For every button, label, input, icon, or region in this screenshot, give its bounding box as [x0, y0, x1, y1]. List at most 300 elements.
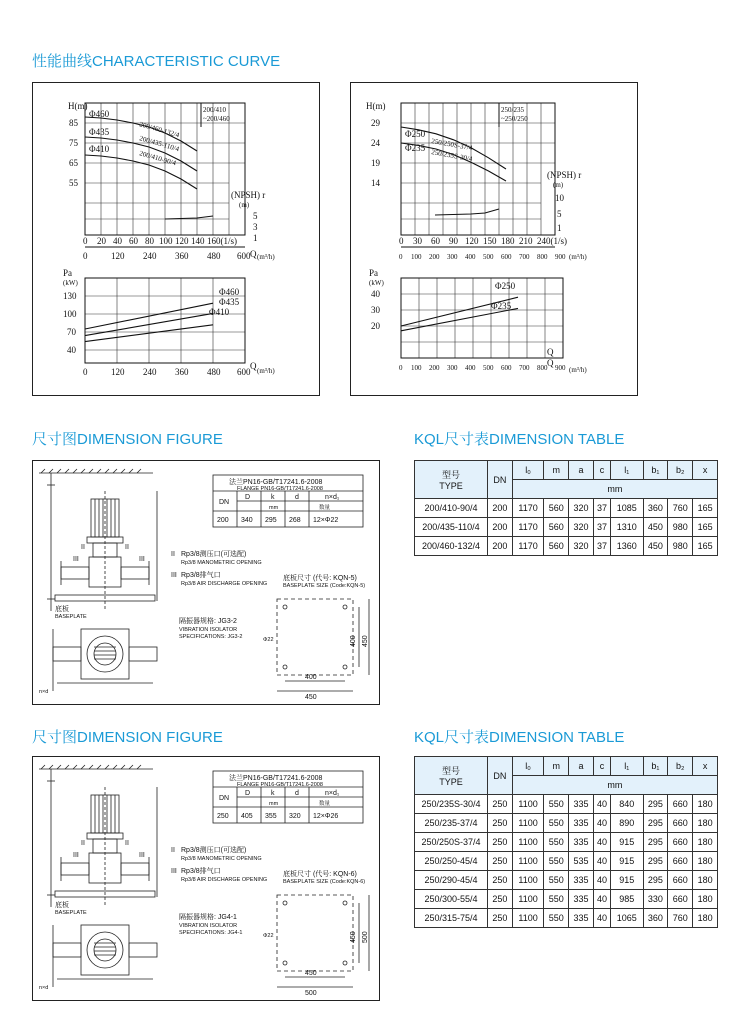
m3h-tick: 100	[411, 253, 422, 261]
power-series-label: Φ435	[219, 297, 240, 307]
mark-label: III	[139, 852, 145, 859]
value-cell: 360	[643, 909, 668, 928]
value-cell: 335	[569, 890, 594, 909]
flange-col: k	[271, 494, 275, 501]
power-ytick: 70	[67, 327, 76, 337]
value-cell: 165	[693, 537, 718, 556]
table-row	[415, 909, 718, 928]
type-cell: 250/235S-30/4	[415, 795, 488, 814]
type-cell: 250/300-55/4	[415, 890, 488, 909]
col-header: l₀	[512, 461, 544, 480]
series-label: 200/460-132/4	[138, 120, 181, 140]
characteristic-curve-title: 性能曲线CHARACTERISTIC CURVE	[32, 53, 281, 70]
baseplate-size-cn: 底板尺寸 (代号: KQN-5)	[283, 575, 357, 582]
table-row	[415, 852, 718, 871]
value-cell: 37	[593, 499, 610, 518]
flange-col: n×d₁	[325, 494, 340, 501]
diameter-label: Φ460	[89, 109, 110, 119]
value-cell: 550	[544, 833, 569, 852]
table-row	[415, 499, 718, 518]
dim-value: 500	[362, 931, 369, 943]
value-cell: 250	[488, 909, 513, 928]
value-cell: 550	[544, 871, 569, 890]
hole-label: Φ22	[263, 933, 274, 939]
range-label: ~200/460	[203, 115, 230, 123]
npsh-curve	[165, 216, 213, 219]
m3h-tick: 480	[207, 367, 221, 377]
m3h-tick: 700	[519, 253, 530, 261]
q-tick: 210	[519, 236, 533, 246]
value-cell: 660	[668, 890, 693, 909]
m3h-tick: 900	[555, 253, 566, 261]
mark-label: II	[125, 544, 129, 551]
value-cell: 360	[643, 499, 668, 518]
power-ytick: 30	[371, 305, 380, 315]
npsh-tick: 1	[557, 223, 562, 233]
dim-value: 450	[305, 970, 317, 977]
value-cell: 40	[593, 833, 610, 852]
mark-label: III	[73, 852, 79, 859]
mark-label: III	[73, 556, 79, 563]
q-tick: 30	[413, 236, 422, 246]
note-mark: II	[171, 847, 175, 854]
q-tick: 120	[175, 236, 189, 246]
m3h-tick: 800	[537, 364, 548, 372]
value-cell: 1170	[512, 518, 544, 537]
q-unit: (m³/h)	[569, 366, 587, 374]
value-cell: 550	[544, 795, 569, 814]
baseplate-size-en: BASEPLATE SIZE (Code:KQN-5)	[283, 583, 366, 589]
flange-value: 355	[265, 813, 277, 820]
isolator-en-2: SPECIFICATIONS: JG3-2	[179, 634, 243, 640]
head-grid-2	[401, 103, 555, 235]
value-cell: 295	[643, 833, 668, 852]
npsh-tick: 1	[253, 233, 258, 243]
dimension-table-title-2: KQL尺寸表DIMENSION TABLE	[414, 729, 625, 746]
q-tick: 90	[449, 236, 458, 246]
m3h-tick: 240	[143, 367, 157, 377]
range-label: 250/235	[501, 106, 524, 114]
note-mark: II	[171, 551, 175, 558]
type-cell: 250/250S-37/4	[415, 833, 488, 852]
top-view-shape	[81, 629, 129, 679]
note-air-cn: Rp3/8排气口	[181, 868, 221, 875]
isolator-cn: 隔振器规格: JG4-1	[179, 914, 237, 921]
series-label: 250/235S-30/4	[430, 148, 474, 164]
m3h-tick: 900	[555, 364, 566, 372]
q-unit: (m³/h)	[257, 253, 275, 261]
note-manometric-cn: Rp3/8测压口(可选配)	[181, 551, 247, 558]
col-header: x	[693, 461, 718, 480]
value-cell: 1100	[512, 814, 544, 833]
flange-value: 295	[265, 517, 277, 524]
q-unit: (m³/h)	[569, 253, 587, 261]
flange-col: d	[295, 494, 299, 501]
col-header: a	[569, 461, 594, 480]
value-cell: 250	[488, 814, 513, 833]
npsh-tick: 5	[253, 211, 258, 221]
npsh-tick: 3	[253, 222, 258, 232]
flange-value: 12×Φ22	[313, 517, 339, 524]
table-row	[415, 814, 718, 833]
m3h-tick: 200	[429, 253, 440, 261]
power-ytick: 100	[63, 309, 77, 319]
power-ytick: 40	[67, 345, 76, 355]
value-cell: 535	[569, 852, 594, 871]
m3h-tick: 480	[207, 251, 221, 261]
power-ylabel-1: Pa	[63, 268, 72, 278]
type-cell: 200/410-90/4	[415, 499, 488, 518]
value-cell: 320	[569, 537, 594, 556]
head-ytick: 24	[371, 138, 380, 148]
head-ytick: 85	[69, 118, 78, 128]
flange-value: 405	[241, 813, 253, 820]
m3h-tick: 120	[111, 251, 125, 261]
q-label: Q	[547, 347, 554, 357]
value-cell: 200	[488, 518, 513, 537]
m3h-tick: 0	[83, 251, 88, 261]
mark-label: II	[81, 544, 85, 551]
power-series-label: Φ235	[491, 301, 512, 311]
value-cell: 180	[693, 871, 718, 890]
series-label: 200/410-90/4	[138, 149, 177, 168]
power-yunit-2: (kW)	[369, 279, 384, 287]
diameter-label: Φ410	[89, 144, 110, 154]
npsh-unit: (m)	[239, 201, 250, 209]
value-cell: 1100	[512, 890, 544, 909]
value-cell: 320	[569, 499, 594, 518]
value-cell: 335	[569, 795, 594, 814]
value-cell: 915	[610, 871, 643, 890]
npsh-label: (NPSH) r	[547, 170, 582, 180]
m3h-tick: 600	[237, 251, 251, 261]
value-cell: 760	[668, 499, 693, 518]
value-cell: 550	[544, 909, 569, 928]
q-tick: 100	[159, 236, 173, 246]
value-cell: 890	[610, 814, 643, 833]
npsh-tick: 5	[557, 209, 562, 219]
value-cell: 335	[569, 909, 594, 928]
head-ytick: 55	[69, 178, 78, 188]
head-ytick: 65	[69, 158, 78, 168]
isolator-en-2: SPECIFICATIONS: JG4-1	[179, 930, 243, 936]
head-ytick: 29	[371, 118, 380, 128]
dn-header: DN	[488, 757, 513, 795]
value-cell: 560	[544, 537, 569, 556]
value-cell: 40	[593, 909, 610, 928]
type-cell: 250/250-45/4	[415, 852, 488, 871]
dimension-figure-title-2: 尺寸图DIMENSION FIGURE	[32, 729, 223, 746]
value-cell: 295	[643, 814, 668, 833]
isolator-cn: 隔振器规格: JG3-2	[179, 618, 237, 625]
value-cell: 1100	[512, 871, 544, 890]
npsh-label: (NPSH) r	[231, 190, 266, 200]
type-cell: 250/235-37/4	[415, 814, 488, 833]
value-cell: 335	[569, 833, 594, 852]
value-cell: 450	[643, 537, 668, 556]
note-manometric-en: Rp3/8 MANOMETRIC OPENING	[181, 560, 262, 566]
dim-value: 450	[350, 931, 357, 943]
value-cell: 450	[643, 518, 668, 537]
q-label: Q	[547, 358, 554, 368]
note-air-en: Rp3/8 AIR DISCHARGE OPENING	[181, 877, 268, 883]
value-cell: 295	[643, 852, 668, 871]
dimension-table-2	[414, 756, 718, 928]
m3h-tick: 600	[501, 364, 512, 372]
value-cell: 660	[668, 871, 693, 890]
base-label-en: BASEPLATE	[55, 614, 87, 620]
q-tick: 0	[83, 236, 88, 246]
note-air-cn: Rp3/8排气口	[181, 572, 221, 579]
value-cell: 180	[693, 833, 718, 852]
power-ytick: 130	[63, 291, 77, 301]
value-cell: 295	[643, 795, 668, 814]
value-cell: 660	[668, 852, 693, 871]
flange-col: DN	[219, 499, 230, 506]
dimension-table-title-1: KQL尺寸表DIMENSION TABLE	[414, 431, 625, 448]
note-air-en: Rp3/8 AIR DISCHARGE OPENING	[181, 581, 268, 587]
q-label: Q	[250, 361, 257, 371]
value-cell: 985	[610, 890, 643, 909]
head-ytick: 75	[69, 138, 78, 148]
flange-count: 数量	[319, 505, 331, 511]
value-cell: 250	[488, 890, 513, 909]
value-cell: 660	[668, 833, 693, 852]
q-label: Q	[250, 249, 257, 259]
col-header: m	[544, 757, 569, 776]
flange-col: d	[295, 790, 299, 797]
table-row	[415, 518, 718, 537]
col-header: b₁	[643, 461, 668, 480]
value-cell: 180	[693, 890, 718, 909]
m3h-tick: 600	[501, 253, 512, 261]
mark-label: III	[139, 556, 145, 563]
dim-label-n: n×d	[39, 689, 49, 695]
dim-label-n: n×d	[39, 985, 49, 991]
dim-value: 400	[305, 674, 317, 681]
q-tick: 180	[501, 236, 515, 246]
range-label: ~250/250	[501, 115, 528, 123]
flange-value: 320	[289, 813, 301, 820]
baseplate-size-en: BASEPLATE SIZE (Code:KQN-6)	[283, 879, 366, 885]
table-row	[415, 890, 718, 909]
power-ytick: 40	[371, 289, 380, 299]
flange-col: n×d₁	[325, 790, 340, 797]
top-view-shape	[81, 925, 129, 975]
m3h-tick: 700	[519, 364, 530, 372]
value-cell: 1360	[610, 537, 643, 556]
col-header: a	[569, 757, 594, 776]
diameter-label: Φ235	[405, 143, 426, 153]
value-cell: 915	[610, 833, 643, 852]
head-ylabel-1: H(m)	[68, 101, 88, 111]
head-ytick: 14	[371, 178, 380, 188]
value-cell: 320	[569, 518, 594, 537]
col-header: c	[593, 757, 610, 776]
value-cell: 295	[643, 871, 668, 890]
value-cell: 37	[593, 537, 610, 556]
unit-header: mm	[512, 480, 717, 499]
type-cell: 250/315-75/4	[415, 909, 488, 928]
dn-header: DN	[488, 461, 513, 499]
value-cell: 40	[593, 890, 610, 909]
power-series-label: Φ250	[495, 281, 516, 291]
value-cell: 250	[488, 871, 513, 890]
diameter-label: Φ435	[89, 127, 110, 137]
value-cell: 980	[668, 518, 693, 537]
isolator-en-1: VIBRATION ISOLATOR	[179, 923, 238, 929]
value-cell: 1100	[512, 833, 544, 852]
note-mark: III	[171, 868, 177, 875]
col-header: x	[693, 757, 718, 776]
flange-value: 12×Φ26	[313, 813, 339, 820]
value-cell: 40	[593, 871, 610, 890]
value-cell: 840	[610, 795, 643, 814]
m3h-tick: 120	[111, 367, 125, 377]
value-cell: 1065	[610, 909, 643, 928]
value-cell: 550	[544, 890, 569, 909]
power-grid-2	[401, 278, 563, 358]
dim-value: 400	[350, 635, 357, 647]
value-cell: 660	[668, 814, 693, 833]
col-header: b₂	[668, 461, 693, 480]
table-row	[415, 833, 718, 852]
note-mark: III	[171, 572, 177, 579]
q-tick: 160(1/s)	[207, 236, 237, 246]
power-series-label: Φ460	[219, 287, 240, 297]
m3h-tick: 0	[399, 253, 403, 261]
flange-unit: mm	[269, 801, 279, 807]
col-header: l₁	[610, 757, 643, 776]
m3h-tick: 200	[429, 364, 440, 372]
col-header: c	[593, 461, 610, 480]
value-cell: 335	[569, 814, 594, 833]
q-unit: (m³/h)	[257, 367, 275, 375]
baseplate-shape	[277, 599, 353, 675]
baseplate-shape	[277, 895, 353, 971]
value-cell: 1100	[512, 795, 544, 814]
q-tick: 40	[113, 236, 122, 246]
flange-subtitle: FLANGE PN16-GB/T17241.6-2008	[237, 486, 323, 492]
type-cell: 250/290-45/4	[415, 871, 488, 890]
note-manometric-en: Rp3/8 MANOMETRIC OPENING	[181, 856, 262, 862]
value-cell: 550	[544, 814, 569, 833]
value-cell: 40	[593, 852, 610, 871]
flange-unit: mm	[269, 505, 279, 511]
q-tick: 60	[431, 236, 440, 246]
flange-value: 200	[217, 517, 229, 524]
value-cell: 40	[593, 814, 610, 833]
m3h-tick: 800	[537, 253, 548, 261]
base-label: 底板	[55, 902, 69, 909]
value-cell: 335	[569, 871, 594, 890]
m3h-tick: 360	[175, 251, 189, 261]
value-cell: 1170	[512, 537, 544, 556]
flange-value: 250	[217, 813, 229, 820]
col-header: l₀	[512, 757, 544, 776]
value-cell: 250	[488, 852, 513, 871]
q-tick: 80	[145, 236, 154, 246]
value-cell: 250	[488, 833, 513, 852]
m3h-tick: 300	[447, 364, 458, 372]
characteristic-curve-chart-2	[350, 82, 638, 396]
m3h-tick: 100	[411, 364, 422, 372]
m3h-tick: 400	[465, 364, 476, 372]
dimension-table-1	[414, 460, 718, 556]
value-cell: 330	[643, 890, 668, 909]
dim-value: 500	[305, 990, 317, 997]
mark-label: II	[81, 840, 85, 847]
flange-count: 数量	[319, 801, 331, 807]
npsh-unit: (m)	[553, 181, 564, 189]
series-label: 250/250S-37/4	[430, 137, 474, 153]
baseplate-size-cn: 底板尺寸 (代号: KQN-6)	[283, 871, 357, 878]
table-row	[415, 795, 718, 814]
type-cell: 200/435-110/4	[415, 518, 488, 537]
col-header: b₁	[643, 757, 668, 776]
m3h-tick: 360	[175, 367, 189, 377]
col-header: m	[544, 461, 569, 480]
npsh-curve	[435, 209, 499, 215]
flange-col: k	[271, 790, 275, 797]
note-manometric-cn: Rp3/8测压口(可选配)	[181, 847, 247, 854]
m3h-tick: 0	[399, 364, 403, 372]
flange-col: D	[245, 494, 251, 501]
series-label: 200/435-110/4	[138, 134, 181, 154]
head-ytick: 19	[371, 158, 380, 168]
q-tick: 60	[129, 236, 138, 246]
dim-value: 450	[305, 694, 317, 701]
dimension-figure-1	[32, 460, 380, 705]
diameter-label: Φ250	[405, 129, 426, 139]
q-tick: 20	[97, 236, 106, 246]
flange-subtitle: FLANGE PN16-GB/T17241.6-2008	[237, 782, 323, 788]
m3h-tick: 240	[143, 251, 157, 261]
isolator-en-1: VIBRATION ISOLATOR	[179, 627, 238, 633]
power-ytick: 20	[371, 321, 380, 331]
value-cell: 165	[693, 499, 718, 518]
value-cell: 40	[593, 795, 610, 814]
value-cell: 660	[668, 795, 693, 814]
value-cell: 1170	[512, 499, 544, 518]
head-ylabel-2: H(m)	[366, 101, 386, 111]
value-cell: 560	[544, 518, 569, 537]
value-cell: 1100	[512, 852, 544, 871]
m3h-tick: 0	[83, 367, 88, 377]
value-cell: 180	[693, 814, 718, 833]
m3h-tick: 500	[483, 364, 494, 372]
q-tick: 150	[483, 236, 497, 246]
value-cell: 760	[668, 909, 693, 928]
value-cell: 980	[668, 537, 693, 556]
npsh-tick: 10	[555, 193, 564, 203]
flange-value: 268	[289, 517, 301, 524]
value-cell: 560	[544, 499, 569, 518]
type-header: 型号 TYPE	[415, 461, 488, 499]
power-yunit-1: (kW)	[63, 279, 78, 287]
flange-col: DN	[219, 795, 230, 802]
type-cell: 200/460-132/4	[415, 537, 488, 556]
value-cell: 250	[488, 795, 513, 814]
value-cell: 200	[488, 537, 513, 556]
base-label: 底板	[55, 606, 69, 613]
characteristic-curve-chart-1	[32, 82, 320, 396]
flange-col: D	[245, 790, 251, 797]
q-tick: 120	[465, 236, 479, 246]
value-cell: 1085	[610, 499, 643, 518]
col-header: b₂	[668, 757, 693, 776]
flange-value: 340	[241, 517, 253, 524]
